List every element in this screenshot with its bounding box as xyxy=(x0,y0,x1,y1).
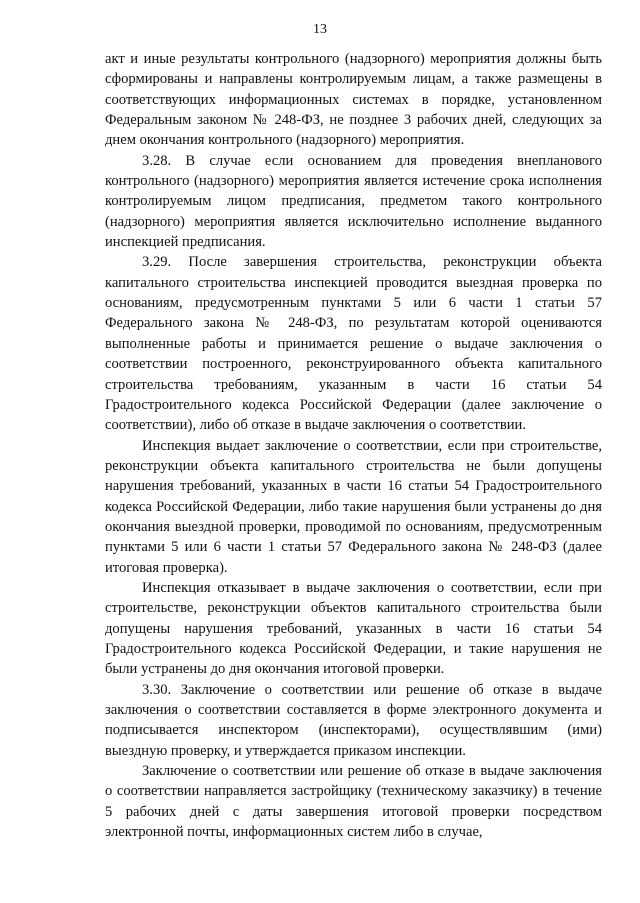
paragraph-3-30: 3.30. Заключение о соответствии или решение об отказе в выдаче заключения о соответствии составляется в форме электронного документа и подписывается инспектором (инспекторами), осуществлявшим (ими) выездную проверку, и утверждается приказом инспекции. xyxy=(105,681,602,759)
paragraph-3-28: 3.28. В случае если основанием для проведения внепланового контрольного (надзорного) мероприятия является истечение срока исполнения контролируемым лицом предписания, предметом такого контрольного (надзорного) мероприятия является исключительно исполнение выданного инспекцией предписания. xyxy=(105,152,602,251)
paragraph-continuation: акт и иные результаты контрольного (надзорного) мероприятия должны быть сформированы и направлены контролируемым лицам, а также размещены в соответствующих информационных системах в порядке, установленном Федеральным законом № 248-ФЗ, не позднее 3 рабочих дней, следующих за днем окончания контрольного (надзорного) мероприятия. xyxy=(105,51,602,149)
paragraph-refusal-conditions: Инспекция отказывает в выдаче заключения о соответствии, если при строительстве, реконструкции объектов капитального строительства были допущены нарушения требований, указанных в части 16 статьи 54 Градостроительного кодекса Российской Федерации, и такие нарушения не были устранены до дня окончания итоговой проверки. xyxy=(105,579,602,678)
page-number: 13 xyxy=(313,22,327,37)
document-body xyxy=(105,49,602,842)
paragraph-3-29: 3.29. После завершения строительства, реконструкции объекта капитального строительства инспекцией проводится выездная проверка по основаниям, предусмотренным пунктами 5 или 6 части 1 статьи 57 Федерального закона № 248-ФЗ, по результатам которой оцениваются выполненные работы и принимается решение о выдаче заключения о соответствии построенного, реконструированного объекта капитального строительства требованиям, указанным в части 16 статьи 54 Градостроительного кодекса Российской Федерации (далее заключение о соответствии), либо об отказе в выдаче заключения о соответствии. xyxy=(105,254,602,434)
paragraph-delivery: Заключение о соответствии или решение об отказе в выдаче заключения о соответствии направляется застройщику (техническому заказчику) в течение 5 рабочих дней с даты завершения итоговой проверки посредством электронной почты, информационных систем либо в случае, xyxy=(105,763,602,841)
paragraph-issue-conditions: Инспекция выдает заключение о соответствии, если при строительстве, реконструкции объекта капитального строительства не были допущены нарушения требований, указанных в части 16 статьи 54 Градостроительного кодекса Российской Федерации, либо такие нарушения были устранены до дня окончания выездной проверки, проводимой по основаниям, предусмотренным пунктами 5 или 6 части 1 статьи 57 Федерального закона № 248-ФЗ (далее итоговая проверка). xyxy=(105,437,602,576)
